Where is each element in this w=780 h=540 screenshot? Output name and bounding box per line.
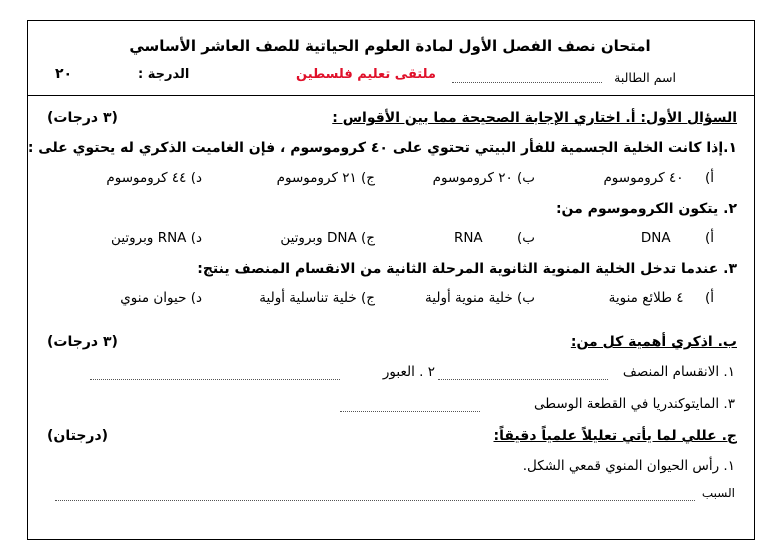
section-b-answer-1[interactable] [438, 367, 608, 380]
section-b-marks: (٣ درجات) [47, 334, 118, 350]
forum-name: ملتقى تعليم فلسطين [296, 67, 436, 82]
student-name-field[interactable] [452, 70, 602, 83]
section-b-item-3: ٣. المايتوكندريا في القطعة الوسطى [534, 396, 735, 412]
q3-option-b[interactable]: ب) خلية منوية أولية [425, 290, 535, 306]
question-1-text: ١.إذا كانت الخلية الجسمية للفأر البيتي تحتوي على ٤٠ كروموسوم ، فإن الغاميت الذكري له يحتوي على : [27, 140, 737, 156]
exam-title: امتحان نصف الفصل الأول لمادة العلوم الحياتية للصف العاشر الأساسي [129, 37, 651, 55]
section-c-heading: ج. عللي لما يأتي تعليلاً علمياً دقيقاً: [493, 428, 737, 444]
section-b-heading: ب. اذكري أهمية كل من: [570, 334, 737, 350]
q2-option-c[interactable]: ج) DNA وبروتين [280, 230, 375, 246]
q1-option-a[interactable]: أ) ٤٠ كروموسوم [603, 170, 714, 186]
grade-label: الدرجة : [138, 67, 190, 82]
q2-option-d[interactable]: د) RNA وبروتين [111, 230, 202, 246]
q3-option-a[interactable]: أ) ٤ طلائع منوية [608, 290, 714, 306]
question-2-text: ٢. يتكون الكروموسوم من: [555, 201, 737, 217]
q1-option-d[interactable]: د) ٤٤ كروموسوم [106, 170, 202, 186]
section1-marks: (٣ درجات) [47, 110, 118, 126]
section-b-answer-3[interactable] [340, 399, 480, 412]
q3-option-c[interactable]: ج) خلية تناسلية أولية [259, 290, 375, 306]
section-b-answer-2[interactable] [90, 367, 340, 380]
section-b-item-2: ٢ . العبور [382, 364, 435, 380]
section-c-marks: (درجتان) [47, 428, 109, 444]
grade-value: ٢٠ [55, 66, 73, 82]
q1-option-c[interactable]: ج) ٢١ كروموسوم [276, 170, 375, 186]
section-c-item-1: ١. رأس الحيوان المنوي قمعي الشكل. [522, 458, 735, 474]
student-name-label: اسم الطالبة [614, 70, 676, 85]
reason-label: السبب [701, 486, 735, 500]
q2-option-b[interactable]: ب) RNA [453, 230, 535, 246]
question-3-text: ٣. عندما تدخل الخلية المنوية الثانوية المرحلة الثانية من الانقسام المنصف ينتج: [197, 261, 737, 277]
q1-option-b[interactable]: ب) ٢٠ كروموسوم [432, 170, 535, 186]
q3-option-d[interactable]: د) حيوان منوي [120, 290, 202, 306]
q2-option-a[interactable]: أ) DNA [640, 230, 714, 246]
section-c-answer-1[interactable] [55, 488, 695, 501]
section1-heading: السؤال الأول: أ. اختاري الإجابة الصحيحة مما بين الأقواس : [332, 110, 737, 126]
header-divider [27, 95, 755, 96]
section-b-item-1: ١. الانقسام المنصف [622, 364, 735, 380]
